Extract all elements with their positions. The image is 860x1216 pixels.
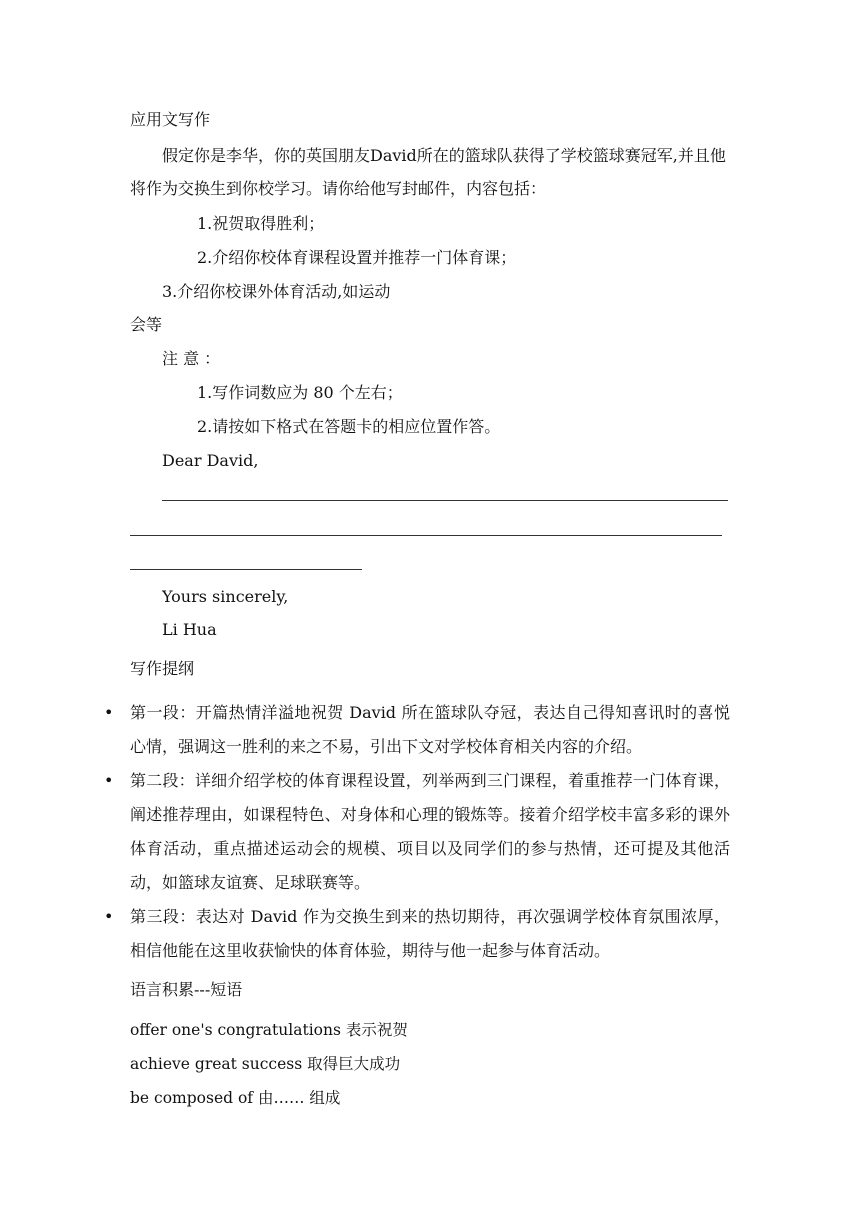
outline-item-text: 第三段：表达对 David 作为交换生到来的热切期待，再次强调学校体育氛围浓厚，相信他能在这里收获愉快的体育体验，期待与他一起参与体育活动。 (130, 907, 730, 960)
answer-line-2 (130, 535, 722, 536)
notice-item-1: 1.写作词数应为 80 个左右； (197, 383, 403, 402)
answer-line-1 (162, 500, 728, 501)
prompt-item-3-continued: 会等 (130, 315, 163, 334)
phrase-item: offer one's congratulations 表示祝贺 (130, 1021, 408, 1039)
prompt-item-3: 3.介绍你校课外体育活动,如运动 (162, 282, 391, 301)
phrases-title: 语言积累---短语 (130, 980, 243, 999)
letter-closing: Yours sincerely, (162, 587, 289, 606)
notice-label: 注 意 ： (162, 349, 221, 368)
prompt-line-1: 假定你是李华，你的英国朋友David所在的篮球队获得了学校篮球赛冠军,并且他 (162, 146, 726, 165)
answer-line-3 (130, 569, 362, 570)
prompt-item-1: 1.祝贺取得胜利； (197, 214, 325, 233)
outline-list (104, 696, 730, 968)
bullet-icon: • (104, 771, 114, 790)
notice-item-2: 2.请按如下格式在答题卡的相应位置作答。 (197, 417, 501, 436)
section-heading: 应用文写作 (130, 110, 211, 129)
outline-item-text: 第一段：开篇热情洋溢地祝贺 David 所在篮球队夺冠，表达自己得知喜讯时的喜悦心情，强调这一胜利的来之不易，引出下文对学校体育相关内容的介绍。 (130, 703, 730, 756)
outline-item (104, 900, 730, 968)
outline-item-text: 第二段：详细介绍学校的体育课程设置，列举两到三门课程，着重推荐一门体育课，阐述推荐理由，如课程特色、对身体和心理的锻炼等。接着介绍学校丰富多彩的课外体育活动，重点描述运动会的规模、项目以及同学们的参与热情，还可提及其他活动，如篮球友谊赛、足球联赛等。 (130, 771, 730, 892)
phrase-item: be composed of 由…… 组成 (130, 1089, 341, 1107)
letter-salutation: Dear David, (162, 451, 259, 470)
outline-item (104, 764, 730, 900)
outline-item (104, 696, 730, 764)
prompt-item-2: 2.介绍你校体育课程设置并推荐一门体育课； (197, 248, 517, 267)
letter-signature: Li Hua (162, 620, 217, 639)
outline-title: 写作提纲 (130, 659, 195, 678)
phrase-item: achieve great success 取得巨大成功 (130, 1055, 401, 1073)
bullet-icon: • (104, 907, 114, 926)
prompt-line-2: 将作为交换生到你校学习。请你给他写封邮件，内容包括： (130, 179, 547, 198)
bullet-icon: • (104, 703, 114, 722)
